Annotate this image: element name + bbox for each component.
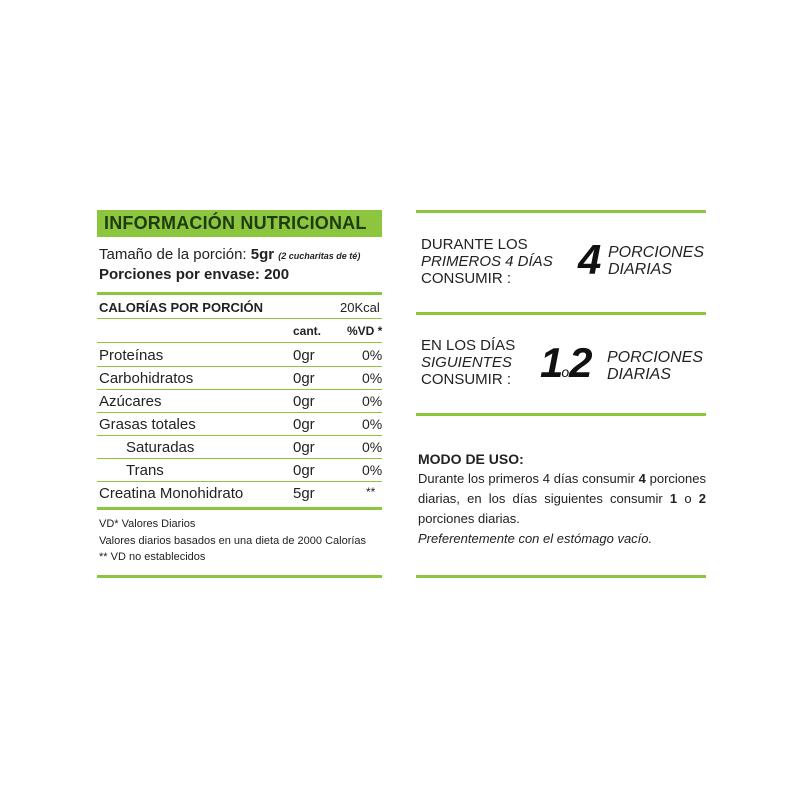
divider [97, 366, 382, 367]
portions-per-container [99, 266, 289, 283]
dosage-number-a: 1 [540, 339, 562, 386]
footnote: ** VD no establecidos [99, 551, 206, 563]
dosage-conjunction: o [561, 364, 570, 380]
divider [416, 210, 706, 213]
dosage-number: 4 [578, 236, 600, 283]
usage-bold: 1 [669, 491, 678, 506]
usage-bold: 2 [698, 491, 706, 506]
nutrient-vd: 0% [362, 393, 383, 409]
nutrient-amount: 0gr [293, 462, 315, 479]
usage-text [418, 469, 706, 549]
nutrient-name: Proteínas [99, 347, 164, 364]
nutrient-vd: 0% [362, 370, 383, 386]
serving-value: 5gr [250, 246, 275, 263]
serving-note: (2 cucharitas de té) [278, 251, 361, 261]
portions-label: PORCIONES [607, 349, 704, 366]
calories-value: 20Kcal [340, 300, 380, 315]
divider [97, 292, 382, 295]
footnote: VD* Valores Diarios [99, 518, 196, 530]
usage-text-part: porciones diarias, en los días siguientes consumir [418, 471, 706, 506]
nutrient-name: Saturadas [126, 439, 195, 456]
usage-title: MODO DE USO: [418, 451, 524, 467]
divider [416, 575, 706, 578]
serving-label: Tamaño de la porción: [99, 246, 251, 263]
nutrient-amount: 5gr [293, 485, 315, 502]
divider [97, 389, 382, 390]
nutrient-amount: 0gr [293, 370, 315, 387]
nutrient-name: Trans [126, 462, 164, 479]
divider [97, 458, 382, 459]
nutrient-vd: 0% [362, 439, 383, 455]
nutrient-vd: ** [366, 485, 376, 499]
portions-label: PORCIONES [608, 244, 705, 261]
dosage-text-line: EN LOS DÍAS [421, 337, 516, 354]
usage-text-part: porciones diarias. [418, 511, 520, 526]
divider [97, 318, 382, 319]
dosage-text-line: PRIMEROS 4 DÍAS [421, 253, 553, 270]
divider [97, 435, 382, 436]
usage-bold: 4 [638, 471, 646, 486]
nutrient-amount: 0gr [293, 416, 315, 433]
portions-label: Porciones por envase: [99, 266, 265, 283]
column-header-amount: cant. [293, 324, 322, 338]
nutrient-amount: 0gr [293, 347, 315, 364]
nutrient-vd: 0% [362, 462, 383, 478]
divider [97, 412, 382, 413]
nutrient-amount: 0gr [293, 439, 315, 456]
nutrient-name: Grasas totales [99, 416, 196, 433]
column-header-vd: %VD * [347, 324, 383, 338]
dosage-text-line: CONSUMIR : [421, 371, 511, 388]
nutrient-amount: 0gr [293, 393, 315, 410]
usage-text-part: Durante los primeros 4 días consumir [418, 471, 639, 486]
nutrient-vd: 0% [362, 416, 383, 432]
dosage-text-line: SIGUIENTES [421, 354, 512, 371]
portions-value: 200 [264, 266, 290, 283]
usage-note: Preferentemente con el estómago vacío. [418, 531, 653, 546]
usage-text-part: o [677, 491, 699, 506]
dosage-number [540, 339, 591, 387]
divider [416, 413, 706, 416]
dosage-number-b: 2 [569, 339, 591, 386]
divider [97, 575, 382, 578]
dosage-text-line: CONSUMIR : [421, 270, 511, 287]
nutrition-title: INFORMACIÓN NUTRICIONAL [104, 213, 367, 233]
nutrient-name: Carbohidratos [99, 370, 194, 387]
portions-label: DIARIAS [607, 366, 672, 383]
divider [97, 481, 382, 482]
divider [416, 312, 706, 315]
footnote: Valores diarios basados en una dieta de 2000 Calorías [99, 535, 367, 547]
nutrient-name: Azúcares [99, 393, 162, 410]
nutrient-vd: 0% [362, 347, 383, 363]
serving-size [99, 246, 360, 263]
divider [97, 507, 382, 510]
nutrient-name: Creatina Monohidrato [99, 485, 244, 502]
divider [97, 342, 382, 343]
portions-label: DIARIAS [608, 261, 673, 278]
dosage-text-line: DURANTE LOS [421, 236, 528, 253]
calories-label: CALORÍAS POR PORCIÓN [99, 300, 263, 315]
